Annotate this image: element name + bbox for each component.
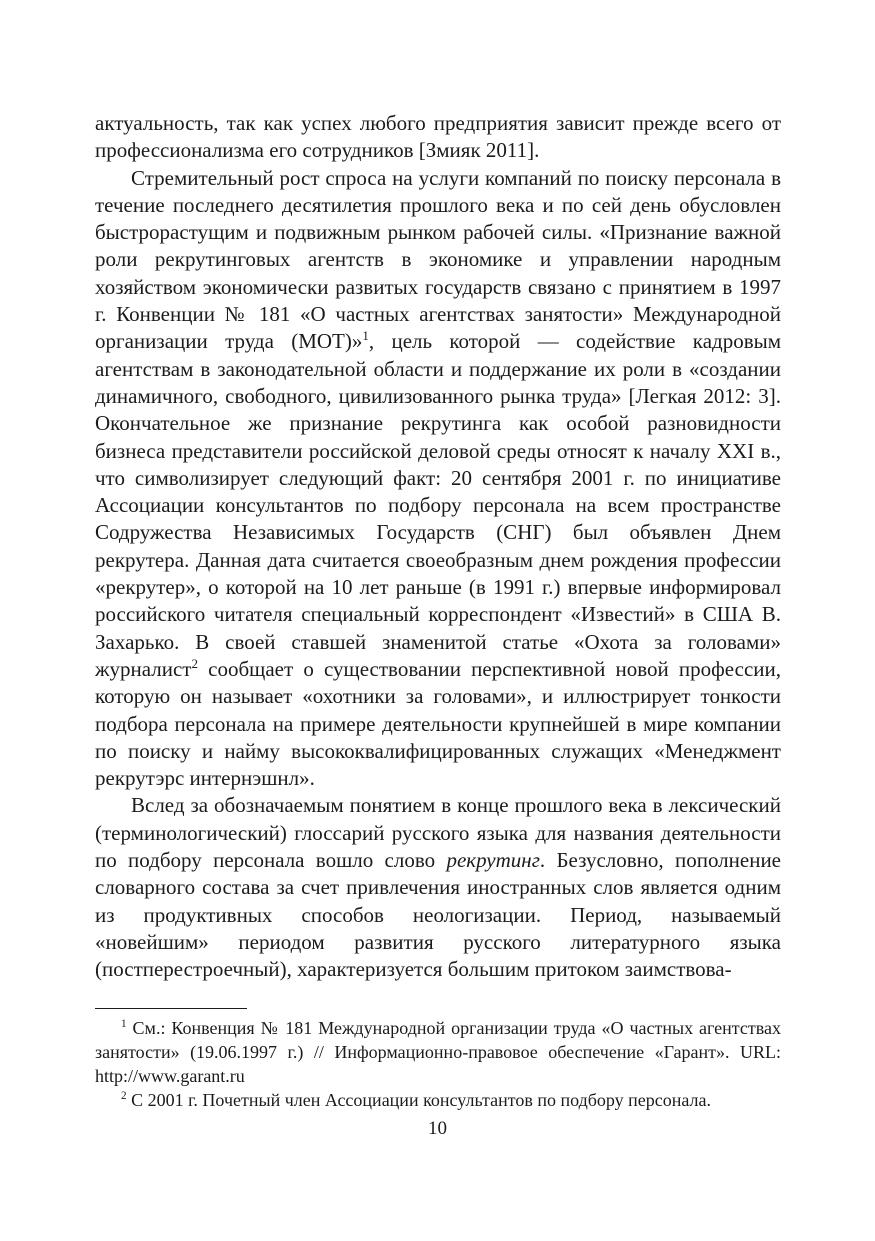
paragraph-text: . Безусловно, пополнение словарного состава за счет привлечения иностранных слов является одним из продуктивных способов неологизации. Период, называемый «новейшим» периодом развития русского литературного языка (постперестроечный), характеризуется большим притоком заимствова- (95, 848, 782, 982)
footnotes-section (95, 1008, 781, 1113)
paragraph (95, 792, 781, 983)
footnote-reference-2: 2 (191, 655, 198, 671)
footnote-text: См.: Конвенция № 181 Международной организации труда «О частных агентствах занятости» (19.06.1997 г.) // Информационно-правовое обеспечение «Гарант». URL: http://www.garant.ru (95, 1018, 782, 1086)
paragraph-continuation (95, 110, 781, 165)
footnote-marker: 2 (121, 1089, 127, 1102)
footnote-reference-1: 1 (362, 328, 369, 344)
page-number: 10 (428, 1118, 447, 1139)
paragraph-text: , цель которой — содействие кадровым агентствам в законодательной области и поддержание их роли в «создании динамичного, свободного, цивилизованного рынка труда» [Легкая 2012: 3]. Окончательное же признание рекрутинга как особой разновидности бизнеса представители российской деловой среды относят к началу XXI в., что символизирует следующий факт: 20 сентября 2001 г. по инициативе Ассоциации консультантов по подбору персонала на всем пространстве Содружества Независимых Государств (СНГ) был объявлен Днем рекрутера. Данная дата считается своеобразным днем рождения профессии «рекрутер», о которой на 10 лет раньше (в 1991 г.) впервые информировал российского читателя специальный корреспондент «Известий» в США В. Захарько. В своей ставшей знаменитой статье «Охота за головами» журналист (95, 329, 782, 681)
paragraph (95, 165, 781, 793)
term-italic: рекрутинг (446, 848, 540, 873)
paragraph-text: Стремительный рост спроса на услуги компаний по поиску персонала в течение последнего десятилетия прошлого века и по сей день обусловлен быстрорастущим и подвижным рынком рабочей силы. «Признание важной роли рекрутинговых агентств в экономике и управлении народным хозяйством экономически развитых государств связано с принятием в 1997 г. Конвенции № 181 «О частных агентствах занятости» Международной организации труда (МОТ)» (95, 165, 781, 354)
page-body (95, 110, 781, 984)
footnote-divider (95, 1008, 247, 1009)
paragraph-text: сообщает о существовании перспективной новой профессии, которую он называет «охотники за головами», и иллюстрирует тонкости подбора персонала на примере деятельности крупнейшей в мире компании по поиску и найму высококвалифицированных служащих «Менеджмент рекрутэрс интернэшнл». (95, 656, 781, 791)
footnote-1 (95, 1017, 781, 1089)
paragraph-text: актуальность, так как успех любого предприятия зависит прежде всего от профессионализма его сотрудников [Змияк 2011]. (95, 111, 781, 163)
footnote-marker: 1 (121, 1018, 127, 1030)
paragraph-text: Вслед за обозначаемым понятием в конце прошлого века в лексический (терминологический) глоссарий русского языка для названия деятельности по подбору персонала вошло слово (95, 793, 781, 873)
footnote-2 (95, 1089, 781, 1113)
footnote-text: С 2001 г. Почетный член Ассоциации консультантов по подбору персонала. (131, 1089, 712, 1110)
